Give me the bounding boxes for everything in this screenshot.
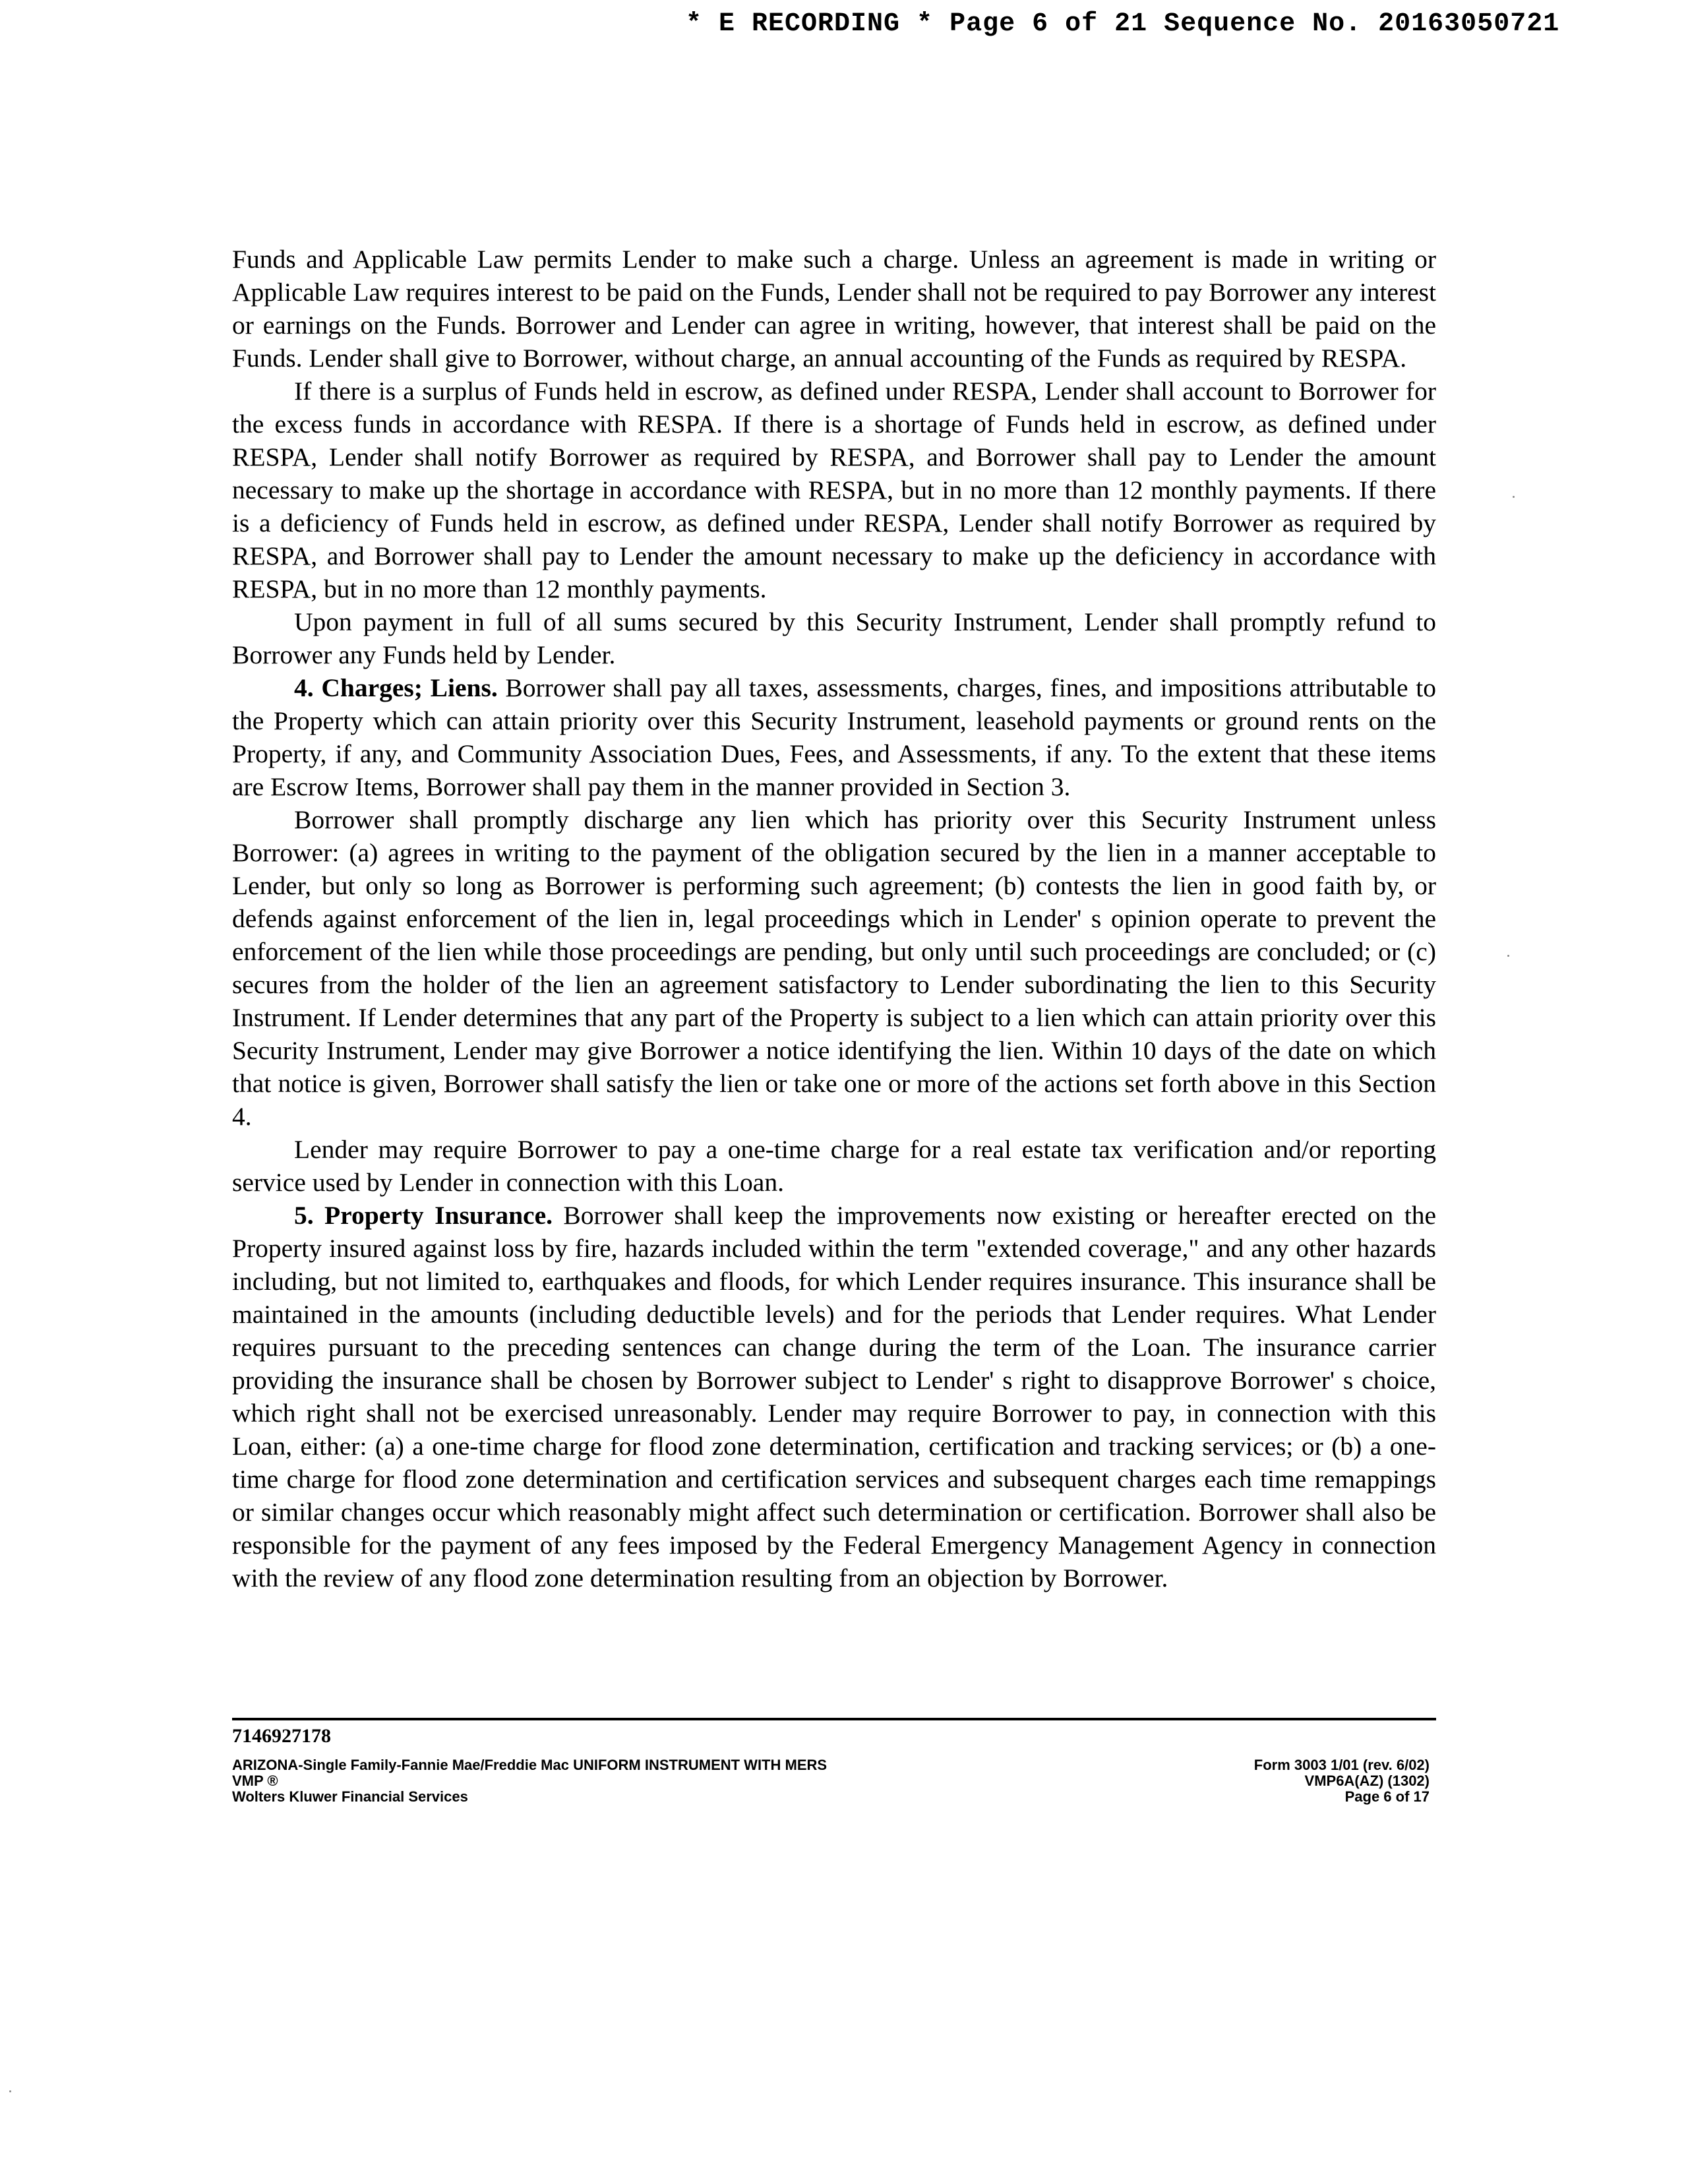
section-4-heading: 4. Charges; Liens. bbox=[294, 673, 498, 702]
paragraph-escrow-surplus: If there is a surplus of Funds held in escrow, as defined under RESPA, Lender shall account to Borrower for the excess funds in accordance with RESPA. If there is a shortage of Funds held in escrow, as defined under RESPA, Lender shall notify Borrower as required by RESPA, and Borrower shall pay to Lender the amount necessary to make up the shortage in accordance with RESPA, but in no more than 12 monthly payments. If there is a deficiency of Funds held in escrow, as defined under RESPA, Lender shall notify Borrower as required by RESPA, and Borrower shall pay to Lender the amount necessary to make up the deficiency in accordance with RESPA, but in no more than 12 monthly payments. bbox=[232, 377, 1436, 603]
footer-divider bbox=[232, 1718, 1436, 1720]
scan-speck bbox=[9, 2090, 11, 2092]
scan-speck bbox=[1513, 496, 1515, 498]
vmp-label: VMP ® bbox=[232, 1773, 278, 1789]
paragraph-charges-liens bbox=[232, 671, 1436, 803]
form-title: ARIZONA-Single Family-Fannie Mae/Freddie Mac UNIFORM INSTRUMENT WITH MERS bbox=[232, 1757, 828, 1773]
section-4-text: Borrower shall pay all taxes, assessments, charges, fines, and impositions attributable to the Property which can attain priority over this Security Instrument, leasehold payments or ground rents on the Property, if any, and Community Association Dues, Fees, and Assessments, if any. To the extent that these items are Escrow Items, Borrower shall pay them in the manner provided in Section 3. bbox=[232, 673, 1436, 801]
paragraph-tax-verification: Lender may require Borrower to pay a one-time charge for a real estate tax verification and/or reporting service used by Lender in connection with this Loan. bbox=[232, 1135, 1436, 1197]
publisher-name: Wolters Kluwer Financial Services bbox=[232, 1788, 468, 1805]
form-code: VMP6A(AZ) (1302) bbox=[1304, 1773, 1430, 1789]
paragraph-discharge-lien: Borrower shall promptly discharge any lien which has priority over this Security Instrument unless Borrower: (a) agrees in writing to the payment of the obligation secured by the lien in a manner acceptable to Lender, but only so long as Borrower is performing such agreement; (b) contests the lien in good faith by, or defends against enforcement of the lien in, legal proceedings which in Lender' s opinion operate to prevent the enforcement of the lien while those proceedings are pending, but only until such proceedings are concluded; or (c) secures from the holder of the lien an agreement satisfactory to Lender subordinating the lien to this Security Instrument. If Lender determines that any part of the Property is subject to a lien which can attain priority over this Security Instrument, Lender may give Borrower a notice identifying the lien. Within 10 days of the date on which that notice is given, Borrower shall satisfy the lien or take one or more of the actions set forth above in this Section 4. bbox=[232, 805, 1436, 1131]
section-5-heading: 5. Property Insurance. bbox=[294, 1201, 553, 1230]
form-number: Form 3003 1/01 (rev. 6/02) bbox=[1253, 1757, 1430, 1773]
footer-left-block bbox=[232, 1757, 827, 1805]
section-5-text: Borrower shall keep the improvements now existing or hereafter erected on the Property insured against loss by fire, hazards included within the term "extended coverage," and any other hazards including, but not limited to, earthquakes and floods, for which Lender requires insurance. This insurance shall be maintained in the amounts (including deductible levels) and for the periods that Lender requires. What Lender requires pursuant to the preceding sentences can change during the term of the Loan. The insurance carrier providing the insurance shall be chosen by Borrower subject to Lender' s right to disapprove Borrower' s choice, which right shall not be exercised unreasonably. Lender may require Borrower to pay, in connection with this Loan, either: (a) a one-time charge for flood zone determination, certification and tracking services; or (b) a one-time charge for flood zone determination and certification services and subsequent charges each time remappings or similar changes occur which reasonably might affect such determination or certification. Borrower shall also be responsible for the payment of any fees imposed by the Federal Emergency Management Agency in connection with the review of any flood zone determination resulting from an objection by Borrower. bbox=[232, 1201, 1436, 1592]
paragraph-refund: Upon payment in full of all sums secured by this Security Instrument, Lender shall promptly refund to Borrower any Funds held by Lender. bbox=[232, 607, 1436, 669]
footer-right-block bbox=[1254, 1757, 1430, 1805]
page-number: Page 6 of 17 bbox=[1344, 1788, 1430, 1805]
recording-header: * E RECORDING * Page 6 of 21 Sequence No. 20163050721 bbox=[686, 9, 1560, 39]
document-body bbox=[232, 243, 1436, 1594]
paragraph-funds-interest: Funds and Applicable Law permits Lender to make such a charge. Unless an agreement is made in writing or Applicable Law requires interest to be paid on the Funds, Lender shall not be required to pay Borrower any interest or earnings on the Funds. Borrower and Lender can agree in writing, however, that interest shall be paid on the Funds. Lender shall give to Borrower, without charge, an annual accounting of the Funds as required by RESPA. bbox=[232, 245, 1436, 373]
scan-speck bbox=[1507, 955, 1509, 957]
paragraph-property-insurance bbox=[232, 1199, 1436, 1594]
loan-number: 7146927178 bbox=[232, 1725, 331, 1747]
